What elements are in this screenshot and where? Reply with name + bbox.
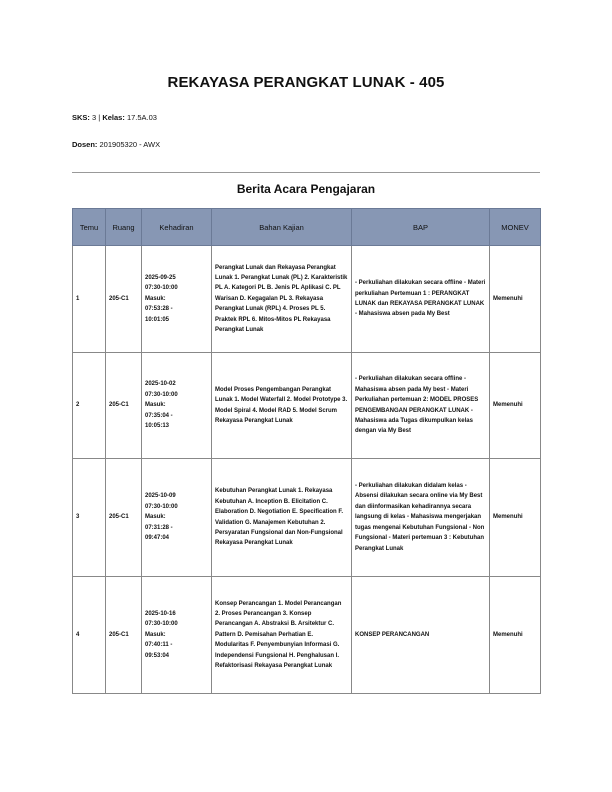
cell-bahan-kajian: Kebutuhan Perangkat Lunak 1. Rekayasa Kebutuhan A. Inception B. Elicitation C. Elaboration D. Negotiation E. Specification F. Validation G. Manajemen Kebutuhan 2. Persyaratan Fungsional dan Non-Fungsional Rekayasa Perangkat Lunak [212, 459, 352, 577]
table-row [73, 353, 541, 459]
cell-bap: - Perkuliahan dilakukan secara offline - Materi perkuliahan Pertemuan 1 : PERANGKAT LUNAK dan REKAYASA PERANGKAT LUNAK - Mahasiswa absen pada My Best [352, 246, 490, 353]
cell-ruang: 205-C1 [106, 353, 142, 459]
kehadiran-in: 07:40:11 - [145, 642, 173, 649]
kehadiran-schedule: 07:30-10:00 [145, 621, 178, 628]
kehadiran-label: Masuk: [145, 295, 166, 302]
kehadiran-in: 07:31:28 - [145, 524, 173, 531]
teaching-report-table [72, 208, 541, 694]
cell-temu: 3 [73, 459, 106, 577]
course-title: REKAYASA PERANGKAT LUNAK - 405 [167, 74, 445, 91]
cell-temu: 2 [73, 353, 106, 459]
cell-bahan-kajian: Perangkat Lunak dan Rekayasa Perangkat Lunak 1. Perangkat Lunak (PL) 2. Karakteristik PL A. Kategori PL B. Jenis PL Aplikasi C. PL Warisan D. Kegagalan PL 3. Rekayasa Perangkat Lunak (RPL) 4. Proses PL 5. Praktek RPL 6. Mitos-Mitos PL Rekayasa Perangkat Lunak [212, 246, 352, 353]
dosen-label: Dosen: [72, 140, 98, 149]
kehadiran-label: Masuk: [145, 402, 166, 409]
kehadiran-date: 2025-10-02 [145, 381, 176, 388]
cell-kehadiran [142, 353, 212, 459]
divider [72, 172, 540, 173]
cell-bahan-kajian: Konsep Perancangan 1. Model Perancangan 2. Proses Perancangan 3. Konsep Perancangan A. Abstraksi B. Arsitektur C. Pattern D. Pemisahan Perhatian E. Modularitas F. Penyembunyian Informasi G. Independensi Fungsional H. Penghalusan I. Refaktorisasi Rekayasa Perangkat Lunak [212, 577, 352, 694]
kehadiran-schedule: 07:30-10:00 [145, 285, 178, 292]
section-title: Berita Acara Pengajaran [236, 182, 376, 196]
cell-bap: KONSEP PERANCANGAN [352, 577, 490, 694]
kehadiran-date: 2025-10-09 [145, 493, 176, 500]
header-kehadiran: Kehadiran [142, 209, 212, 246]
cell-monev: Memenuhi [490, 353, 541, 459]
cell-ruang: 205-C1 [106, 577, 142, 694]
kehadiran-out: 09:53:04 [145, 652, 170, 659]
cell-kehadiran [142, 577, 212, 694]
cell-bahan-kajian: Model Proses Pengembangan Perangkat Lunak 1. Model Waterfall 2. Model Prototype 3. Model Spiral 4. Model RAD 5. Model Scrum Rekayasa Perangkat Lunak [212, 353, 352, 459]
cell-ruang: 205-C1 [106, 246, 142, 353]
header-temu: Temu [73, 209, 106, 246]
kehadiran-label: Masuk: [145, 514, 166, 521]
cell-monev: Memenuhi [490, 577, 541, 694]
table-row [73, 459, 541, 577]
cell-ruang: 205-C1 [106, 459, 142, 577]
kehadiran-out: 09:47:04 [145, 535, 170, 542]
cell-temu: 1 [73, 246, 106, 353]
kelas-value: 17.5A.03 [126, 113, 157, 122]
cell-kehadiran [142, 246, 212, 353]
kelas-label: Kelas: [102, 113, 125, 122]
lecturer-meta [72, 140, 160, 149]
meta-separator: | [98, 113, 101, 122]
kehadiran-out: 10:01:05 [145, 316, 170, 323]
header-bap: BAP [352, 209, 490, 246]
kehadiran-label: Masuk: [145, 631, 166, 638]
header-ruang: Ruang [106, 209, 142, 246]
table-header-row [73, 209, 541, 246]
kehadiran-date: 2025-10-16 [145, 610, 176, 617]
dosen-value: 201905320 - AWX [99, 140, 161, 149]
header-monev: MONEV [490, 209, 541, 246]
header-bahan-kajian: Bahan Kajian [212, 209, 352, 246]
table-row [73, 246, 541, 353]
cell-bap: - Perkuliahan dilakukan secara offline - Mahasiswa absen pada My best - Materi Perkuliahan pertemuan 2: MODEL PROSES PENGEMBANGAN PERANGKAT LUNAK - Mahasiswa ada Tugas dikumpulkan kelas dengan via My Best [352, 353, 490, 459]
kehadiran-in: 07:53:28 - [145, 306, 173, 313]
cell-kehadiran [142, 459, 212, 577]
course-meta [72, 113, 157, 122]
sks-label: SKS: [72, 113, 90, 122]
kehadiran-out: 10:05:13 [145, 423, 170, 430]
cell-temu: 4 [73, 577, 106, 694]
table-row [73, 577, 541, 694]
kehadiran-date: 2025-09-25 [145, 274, 176, 281]
sks-value: 3 [92, 113, 97, 122]
kehadiran-schedule: 07:30-10:00 [145, 391, 178, 398]
kehadiran-in: 07:35:04 - [145, 412, 173, 419]
cell-monev: Memenuhi [490, 246, 541, 353]
cell-bap: - Perkuliahan dilakukan didalam kelas - Absensi dilakukan secara online via My Best dan diinformasikan kehadirannya secara langsung di kelas - Mahasiswa mengerjakan tugas mengenai Kebutuhan Fungsional - Non Fungsional - Materi pertemuan 3 : Kebutuhan Perangkat Lunak [352, 459, 490, 577]
kehadiran-schedule: 07:30-10:00 [145, 503, 178, 510]
cell-monev: Memenuhi [490, 459, 541, 577]
